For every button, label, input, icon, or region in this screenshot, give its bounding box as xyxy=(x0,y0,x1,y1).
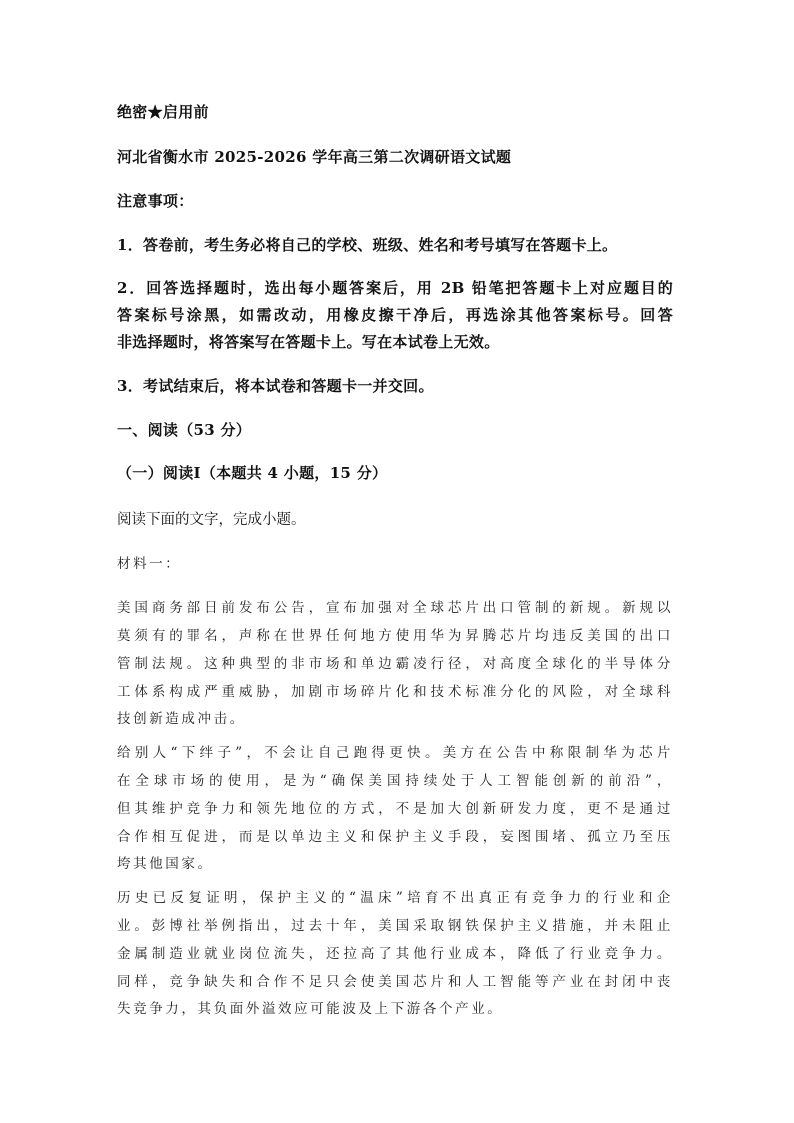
section-subtitle: （一）阅读Ⅰ（本题共 4 小题，15 分） xyxy=(117,464,388,482)
paragraph-1-line: 莫须有的罪名，声称在世界任何地方使用华为昇腾芯片均违反美国的出口 xyxy=(117,628,673,644)
paragraph-1-line: 技创新造成冲击。 xyxy=(117,711,246,727)
paragraph-3-line: 金属制造业就业岗位流失，还拉高了其他行业成本，降低了行业竞争力。 xyxy=(117,946,673,962)
section-title: 一、阅读（53 分） xyxy=(117,421,252,439)
paragraph-3-line: 历史已反复证明，保护主义的“温床”培育不出真正有竞争力的行业和企 xyxy=(117,890,673,906)
paragraph-2-line: 合作相互促进，而是以单边主义和保护主义手段，妄图围堵、孤立乃至压 xyxy=(117,829,673,845)
paragraph-2-line: 垮其他国家。 xyxy=(117,856,214,872)
notes-item-2-line-3: 非选择题时，将答案写在答题卡上。写在本试卷上无效。 xyxy=(117,333,500,351)
notes-item-2-line-2: 答案标号涂黑，如需改动，用橡皮擦干净后，再选涂其他答案标号。回答 xyxy=(117,306,673,324)
paragraph-1-line: 美国商务部日前发布公告，宣布加强对全球芯片出口管制的新规。新规以 xyxy=(117,600,673,616)
paragraph-3-line: 业。彭博社举例指出，过去十年，美国采取钢铁保护主义措施，并未阻止 xyxy=(117,918,673,934)
secret-mark: 绝密★启用前 xyxy=(117,103,209,121)
paragraph-3-line: 同样，竞争缺失和合作不足只会使美国芯片和人工智能等产业在封闭中丧 xyxy=(117,974,673,990)
notes-item-2-line-1: 2．回答选择题时，选出每小题答案后，用 2B 铅笔把答题卡上对应题目的 xyxy=(117,279,673,297)
paragraph-1-line: 工体系构成严重威胁，加剧市场碎片化和技术标准分化的风险，对全球科 xyxy=(117,684,673,700)
material-label: 材料一： xyxy=(117,556,182,572)
notes-heading: 注意事项： xyxy=(117,192,194,210)
reading-instruction: 阅读下面的文字，完成小题。 xyxy=(117,512,306,528)
paragraph-2-line: 给别人“下绊子”，不会让自己跑得更快。美方在公告中称限制华为芯片 xyxy=(117,745,673,761)
paragraph-2-line: 但其维护竞争力和领先地位的方式，不是加大创新研发力度，更不是通过 xyxy=(117,801,673,817)
notes-item-3: 3．考试结束后，将本试卷和答题卡一并交回。 xyxy=(117,377,434,395)
paragraph-2-line: 在全球市场的使用，是为“确保美国持续处于人工智能创新的前沿”， xyxy=(117,773,673,789)
exam-title: 河北省衡水市 2025-2026 学年高三第二次调研语文试题 xyxy=(117,148,512,166)
paragraph-1-line: 管制法规。这种典型的非市场和单边霸凌行径，对高度全球化的半导体分 xyxy=(117,656,673,672)
paragraph-3-line: 失竞争力，其负面外溢效应可能波及上下游各个产业。 xyxy=(117,1001,504,1017)
notes-item-1: 1．答卷前，考生务必将自己的学校、班级、姓名和考号填写在答题卡上。 xyxy=(117,236,618,254)
